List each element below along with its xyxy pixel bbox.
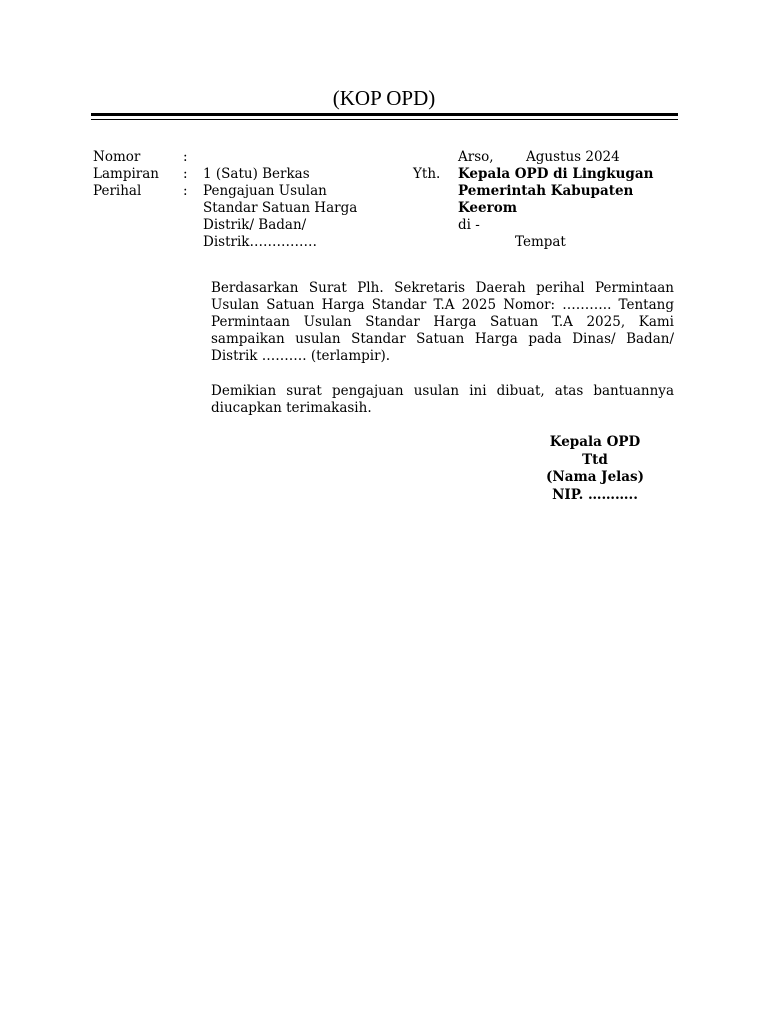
signature-name: (Nama Jelas) [545, 469, 645, 485]
signature-nip: NIP. ……….. [552, 486, 638, 503]
di-text: di - [458, 217, 480, 233]
date-text: Agustus 2024 [526, 149, 620, 165]
perihal-line: Distrik…………… [203, 234, 317, 250]
perihal-line: Pengajuan Usulan [203, 183, 327, 199]
nomor-label: Nomor [93, 149, 141, 165]
perihal-line: Standar Satuan Harga [203, 200, 358, 216]
place-text: Arso, [458, 149, 494, 165]
tempat-text: Tempat [515, 234, 566, 250]
letterhead-thick-rule [91, 113, 678, 116]
nomor-colon: : [183, 149, 188, 165]
yth-label: Yth. [413, 166, 441, 182]
signature-title: Kepala OPD [549, 434, 641, 450]
perihal-colon: : [183, 183, 188, 199]
lampiran-value: 1 (Satu) Berkas [203, 166, 310, 182]
letterhead-placeholder: (KOP OPD) [332, 86, 436, 110]
lampiran-colon: : [183, 166, 188, 182]
perihal-line: Distrik/ Badan/ [203, 217, 307, 233]
signature-ttd: Ttd [582, 451, 608, 468]
body-paragraph-1: Berdasarkan Surat Plh. Sekretaris Daerah perihal Permintaan Usulan Satuan Harga Standar T.A 2025 Nomor: ……….. Tentang Permintaan Usulan Standar Harga Satuan T.A 2025, Kami sampaikan usulan Standar Satuan Harga pada Dinas/ Badan/ Distrik ………. (terlampir). [211, 280, 674, 364]
perihal-label: Perihal [93, 183, 142, 199]
addressee-line: Keerom [458, 200, 518, 216]
lampiran-label: Lampiran [93, 166, 159, 182]
addressee-line: Pemerintah Kabupaten [458, 183, 634, 199]
signature-block [520, 434, 670, 504]
addressee-line: Kepala OPD di Lingkugan [458, 166, 654, 182]
letterhead-thin-rule [91, 119, 678, 120]
body-paragraph-2: Demikian surat pengajuan usulan ini dibuat, atas bantuannya diucapkan terimakasih. [211, 383, 674, 416]
